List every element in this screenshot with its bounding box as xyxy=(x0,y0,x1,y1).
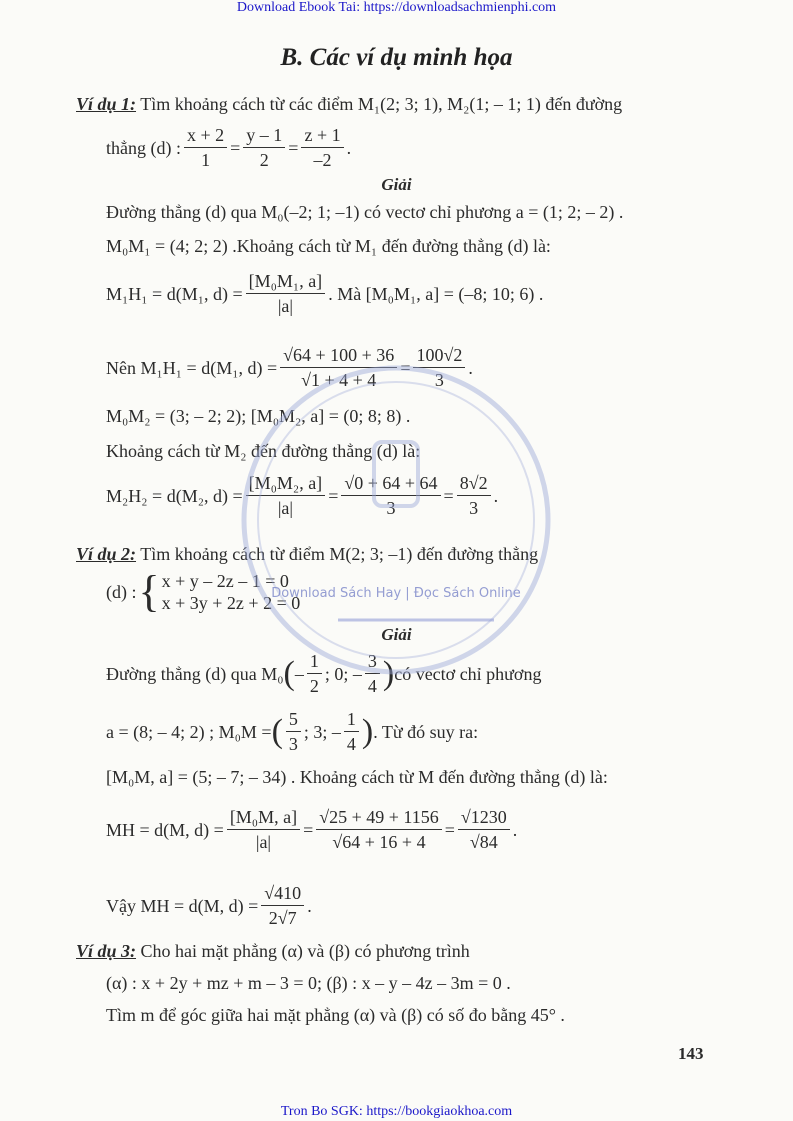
frac-num: [M₀M₂, a] xyxy=(246,472,326,496)
example3-label: Ví dụ 3: xyxy=(76,941,137,961)
frac-den: 2√7 xyxy=(268,908,297,928)
frac-num: 3 xyxy=(365,650,380,674)
frac-den: √64 + 16 + 4 xyxy=(332,832,426,852)
frac-num: z + 1 xyxy=(301,124,343,148)
example3-problem-line xyxy=(76,940,470,962)
example2-label: Ví dụ 2: xyxy=(76,544,137,564)
frac-num: 1 xyxy=(307,650,322,674)
example3-equations: (α) : x + 2y + mz + m – 3 = 0; (β) : x – y – 4z – 3m = 0 . xyxy=(106,973,511,993)
step1-suffix: có vectơ chỉ phương xyxy=(394,663,542,684)
frac-num: 1 xyxy=(344,708,359,732)
frac-num: y – 1 xyxy=(243,124,285,148)
step2-prefix: a = (8; – 4; 2) ; M₀M = xyxy=(106,721,272,742)
example3-question: Tìm m để góc giữa hai mặt phẳng (α) và (β) có số đo bằng 45° . xyxy=(106,1005,565,1025)
distance-lhs: MH = d(M, d) = xyxy=(106,819,224,840)
frac-den: 4 xyxy=(367,676,377,696)
frac-num: √64 + 100 + 36 xyxy=(280,344,397,368)
frac-num: 5 xyxy=(286,708,301,732)
step2-suffix: . Từ đó suy ra: xyxy=(373,721,479,742)
example2-problem-line xyxy=(76,543,538,565)
frac-den: 3 xyxy=(469,498,479,518)
frac-num: 8√2 xyxy=(457,472,491,496)
line-d-prefix: thẳng (d) : xyxy=(106,137,181,158)
cross-product-result: . Mà [M₀M₁, a] = (–8; 10; 6) . xyxy=(328,283,544,304)
example2-step1: Đường thẳng (d) qua M₀ ( – $\frac{1}{2}$ ; 0; – $\frac{3}{4}$ ) có vectơ chỉ phương xyxy=(106,651,542,696)
example1-step1: Đường thẳng (d) qua M₀(–2; 1; –1) có vectơ chỉ phương a = (1; 2; – 2) . xyxy=(106,202,624,222)
frac-den: 2 xyxy=(309,676,319,696)
frac-num: √0 + 64 + 64 xyxy=(341,472,440,496)
distance-lhs: M₁H₁ = d(M₁, d) = xyxy=(106,283,243,304)
frac-num: √1230 xyxy=(458,806,510,830)
header-download-link[interactable]: Download Ebook Tai: https://downloadsachmienphi.com xyxy=(236,0,557,15)
frac-den: –2 xyxy=(313,150,332,170)
frac-den: |a| xyxy=(277,498,294,518)
frac-num: 100√2 xyxy=(413,344,465,368)
equals-sign: = xyxy=(400,357,411,378)
example1-step3 xyxy=(106,270,543,317)
example1-step5: M₀M₂ = (3; – 2; 2); [M₀M₂, a] = (0; 8; 8) . xyxy=(106,406,411,426)
example2-step4: MH = d(M, d) = $\frac{\text{[M₀M, a]}}{|a|}$ = $\frac{√25 + 49 + 1156}{√64 + 16 + 4}$ = $\frac{√1230}{√84}$ . xyxy=(106,807,518,852)
frac-den: 4 xyxy=(346,734,356,754)
frac-den: √1 + 4 + 4 xyxy=(301,370,377,390)
frac-den: |a| xyxy=(277,296,294,316)
example2-step3: [M₀M, a] = (5; – 7; – 34) . Khoảng cách từ M đến đường thẳng (d) là: xyxy=(106,767,608,787)
frac-num: √410 xyxy=(261,882,304,906)
example2-solution-heading: Giải xyxy=(381,625,412,644)
example2-conclusion: Vậy MH = d(M, d) = $\frac{√410}{2√7}$ . xyxy=(106,883,312,928)
frac-den: 3 xyxy=(434,370,444,390)
example2-problem: Tìm khoảng cách từ điểm M(2; 3; –1) đến đường thẳng xyxy=(140,544,539,564)
frac-num: √25 + 49 + 1156 xyxy=(316,806,442,830)
example1-step6: Khoảng cách từ M₂ đến đường thẳng (d) là: xyxy=(106,441,421,461)
example1-line-equation: thẳng (d) : $\frac{x + 2}{1}$ = $\frac{y - 1}{2}$ = $\frac{z + 1}{-2}$ . xyxy=(106,125,352,170)
footer-link[interactable]: Tron Bo SGK: https://bookgiaokhoa.com xyxy=(280,1104,513,1119)
watermark-tagline: Download Sách Hay | Đọc Sách Online xyxy=(271,586,521,601)
system-equation-2: x + 3y + 2z + 2 = 0 xyxy=(161,593,301,613)
example1-problem-line1 xyxy=(76,93,622,115)
frac-den: 2 xyxy=(259,150,269,170)
example1-solution-heading: Giải xyxy=(381,175,412,194)
page-number: 143 xyxy=(678,1044,704,1063)
frac-num: x + 2 xyxy=(184,124,227,148)
example1-problem: Tìm khoảng cách từ các điểm M₁(2; 3; 1), M₂(1; – 1; 1) đến đường xyxy=(140,94,623,114)
example3-problem: Cho hai mặt phẳng (α) và (β) có phương trình xyxy=(140,941,470,961)
system-prefix: (d) : xyxy=(106,582,137,602)
frac-den: √84 xyxy=(469,832,498,852)
example1-step2: M₀M₁ = (4; 2; 2) .Khoảng cách từ M₁ đến đường thẳng (d) là: xyxy=(106,236,551,256)
example1-label: Ví dụ 1: xyxy=(76,94,137,114)
section-title: B. Các ví dụ minh họa xyxy=(280,44,513,71)
frac-den: 3 xyxy=(386,498,396,518)
example1-step7: M₂H₂ = d(M₂, d) = $\frac{\text{[M₀M₂, a]}}{|a|}$ = $\frac{√0 + 64 + 64}{3}$ = $\frac{8√2}{3}$ . xyxy=(106,473,499,518)
step1-prefix: Đường thẳng (d) qua M₀ xyxy=(106,663,284,684)
frac-den: |a| xyxy=(255,832,272,852)
example1-step4: Nên M₁H₁ = d(M₁, d) = $\frac{√64 + 100 + 36}{√1 + 4 + 4}$ = $\frac{100√2}{3}$ . xyxy=(106,345,473,390)
distance-lhs: M₂H₂ = d(M₂, d) = xyxy=(106,485,243,506)
example2-step2: a = (8; – 4; 2) ; M₀M = ( $\frac{5}{3}$ ; 3; – $\frac{1}{4}$ ) . Từ đó suy ra: xyxy=(106,709,479,754)
left-brace-icon: { xyxy=(138,567,160,616)
frac-num: [M₀M, a] xyxy=(227,806,300,830)
frac-num: [M₀M₁, a] xyxy=(246,270,326,294)
distance-lhs: Nên M₁H₁ = d(M₁, d) = xyxy=(106,357,278,378)
conclusion-lhs: Vậy MH = d(M, d) = xyxy=(106,895,259,916)
frac-den: 1 xyxy=(201,150,211,170)
frac-den: 3 xyxy=(288,734,298,754)
system-equation-1: x + y – 2z – 1 = 0 xyxy=(161,571,289,591)
